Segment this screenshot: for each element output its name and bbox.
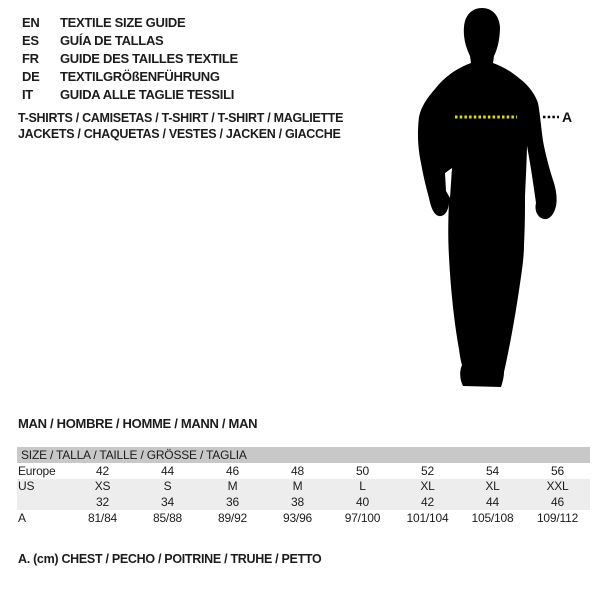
size-cell: 40 — [356, 494, 369, 509]
language-row-en — [22, 14, 238, 32]
size-table-header: SIZE / TALLA / TAILLE / GRÖSSE / TAGLIA — [17, 447, 590, 463]
size-cell: 109/112 — [536, 511, 579, 525]
measurement-legend: A. (cm) CHEST / PECHO / POITRINE / TRUHE / PETTO — [18, 552, 322, 566]
size-cell: 50 — [356, 464, 369, 478]
size-cell: 85/88 — [152, 511, 183, 525]
row-label-a: A — [18, 511, 26, 525]
language-row-fr — [22, 50, 238, 68]
language-code: FR — [22, 51, 39, 66]
size-cell: 101/104 — [406, 511, 449, 525]
man-silhouette-shape — [418, 8, 536, 387]
size-table — [17, 447, 590, 526]
language-code: DE — [22, 69, 40, 84]
language-label: TEXTILE SIZE GUIDE — [60, 15, 186, 30]
size-cell: 56 — [551, 464, 564, 478]
language-code: IT — [22, 87, 33, 102]
size-cell: 36 — [226, 494, 239, 509]
row-label-blank — [17, 495, 70, 511]
size-cell: L — [359, 479, 366, 493]
man-silhouette-figure — [403, 5, 573, 395]
size-cell: 32 — [96, 494, 109, 509]
size-cell: 34 — [161, 494, 174, 509]
size-cell: 44 — [486, 494, 499, 509]
us-size-band — [17, 479, 590, 510]
size-cell: 105/108 — [471, 511, 514, 525]
size-cell: 93/96 — [282, 511, 313, 525]
measure-label-a: A — [562, 109, 573, 125]
size-cell: XS — [94, 479, 111, 493]
size-cell: XXL — [546, 479, 569, 493]
size-cell: M — [227, 479, 238, 493]
category-line-tshirts: T-SHIRTS / CAMISETAS / T-SHIRT / T-SHIRT / MAGLIETTE — [18, 111, 344, 125]
row-label-europe: Europe — [18, 464, 56, 478]
language-label: GUIDA ALLE TAGLIE TESSILI — [60, 87, 235, 102]
size-cell: 97/100 — [344, 511, 381, 525]
language-code: EN — [22, 15, 40, 30]
size-cell: 52 — [421, 464, 434, 478]
size-cell: 81/84 — [87, 511, 118, 525]
size-cell: 46 — [226, 464, 239, 478]
size-table-row-chest — [17, 510, 590, 526]
size-cell: 42 — [96, 464, 109, 478]
language-row-es — [22, 32, 238, 50]
language-list — [22, 14, 238, 104]
size-cell: S — [163, 479, 172, 493]
row-label-us: US — [18, 479, 35, 493]
size-cell: 42 — [421, 494, 434, 509]
language-row-de — [22, 68, 238, 86]
man-silhouette — [403, 5, 573, 395]
language-label: TEXTILGRÖßENFÜHRUNG — [60, 69, 220, 84]
size-cell: M — [292, 479, 303, 493]
size-cell: 38 — [291, 494, 304, 509]
language-code: ES — [22, 33, 39, 48]
size-cell: 44 — [161, 464, 174, 478]
size-cell: 54 — [486, 464, 499, 478]
size-cell: 46 — [551, 494, 564, 509]
language-row-it — [22, 86, 238, 104]
language-label: GUIDE DES TAILLES TEXTILE — [60, 51, 238, 66]
size-table-row-us-letters — [17, 479, 590, 495]
size-cell: XL — [420, 479, 435, 493]
size-cell: 48 — [291, 464, 304, 478]
size-cell: XL — [485, 479, 500, 493]
size-cell: 89/92 — [217, 511, 248, 525]
category-line-jackets: JACKETS / CHAQUETAS / VESTES / JACKEN / GIACCHE — [18, 126, 341, 141]
language-label: GUÍA DE TALLAS — [60, 33, 164, 48]
size-table-row-us-numeric — [17, 495, 590, 511]
category-lines — [18, 111, 343, 142]
gender-title: MAN / HOMBRE / HOMME / MANN / MAN — [18, 416, 258, 431]
size-table-row-europe — [17, 463, 590, 479]
